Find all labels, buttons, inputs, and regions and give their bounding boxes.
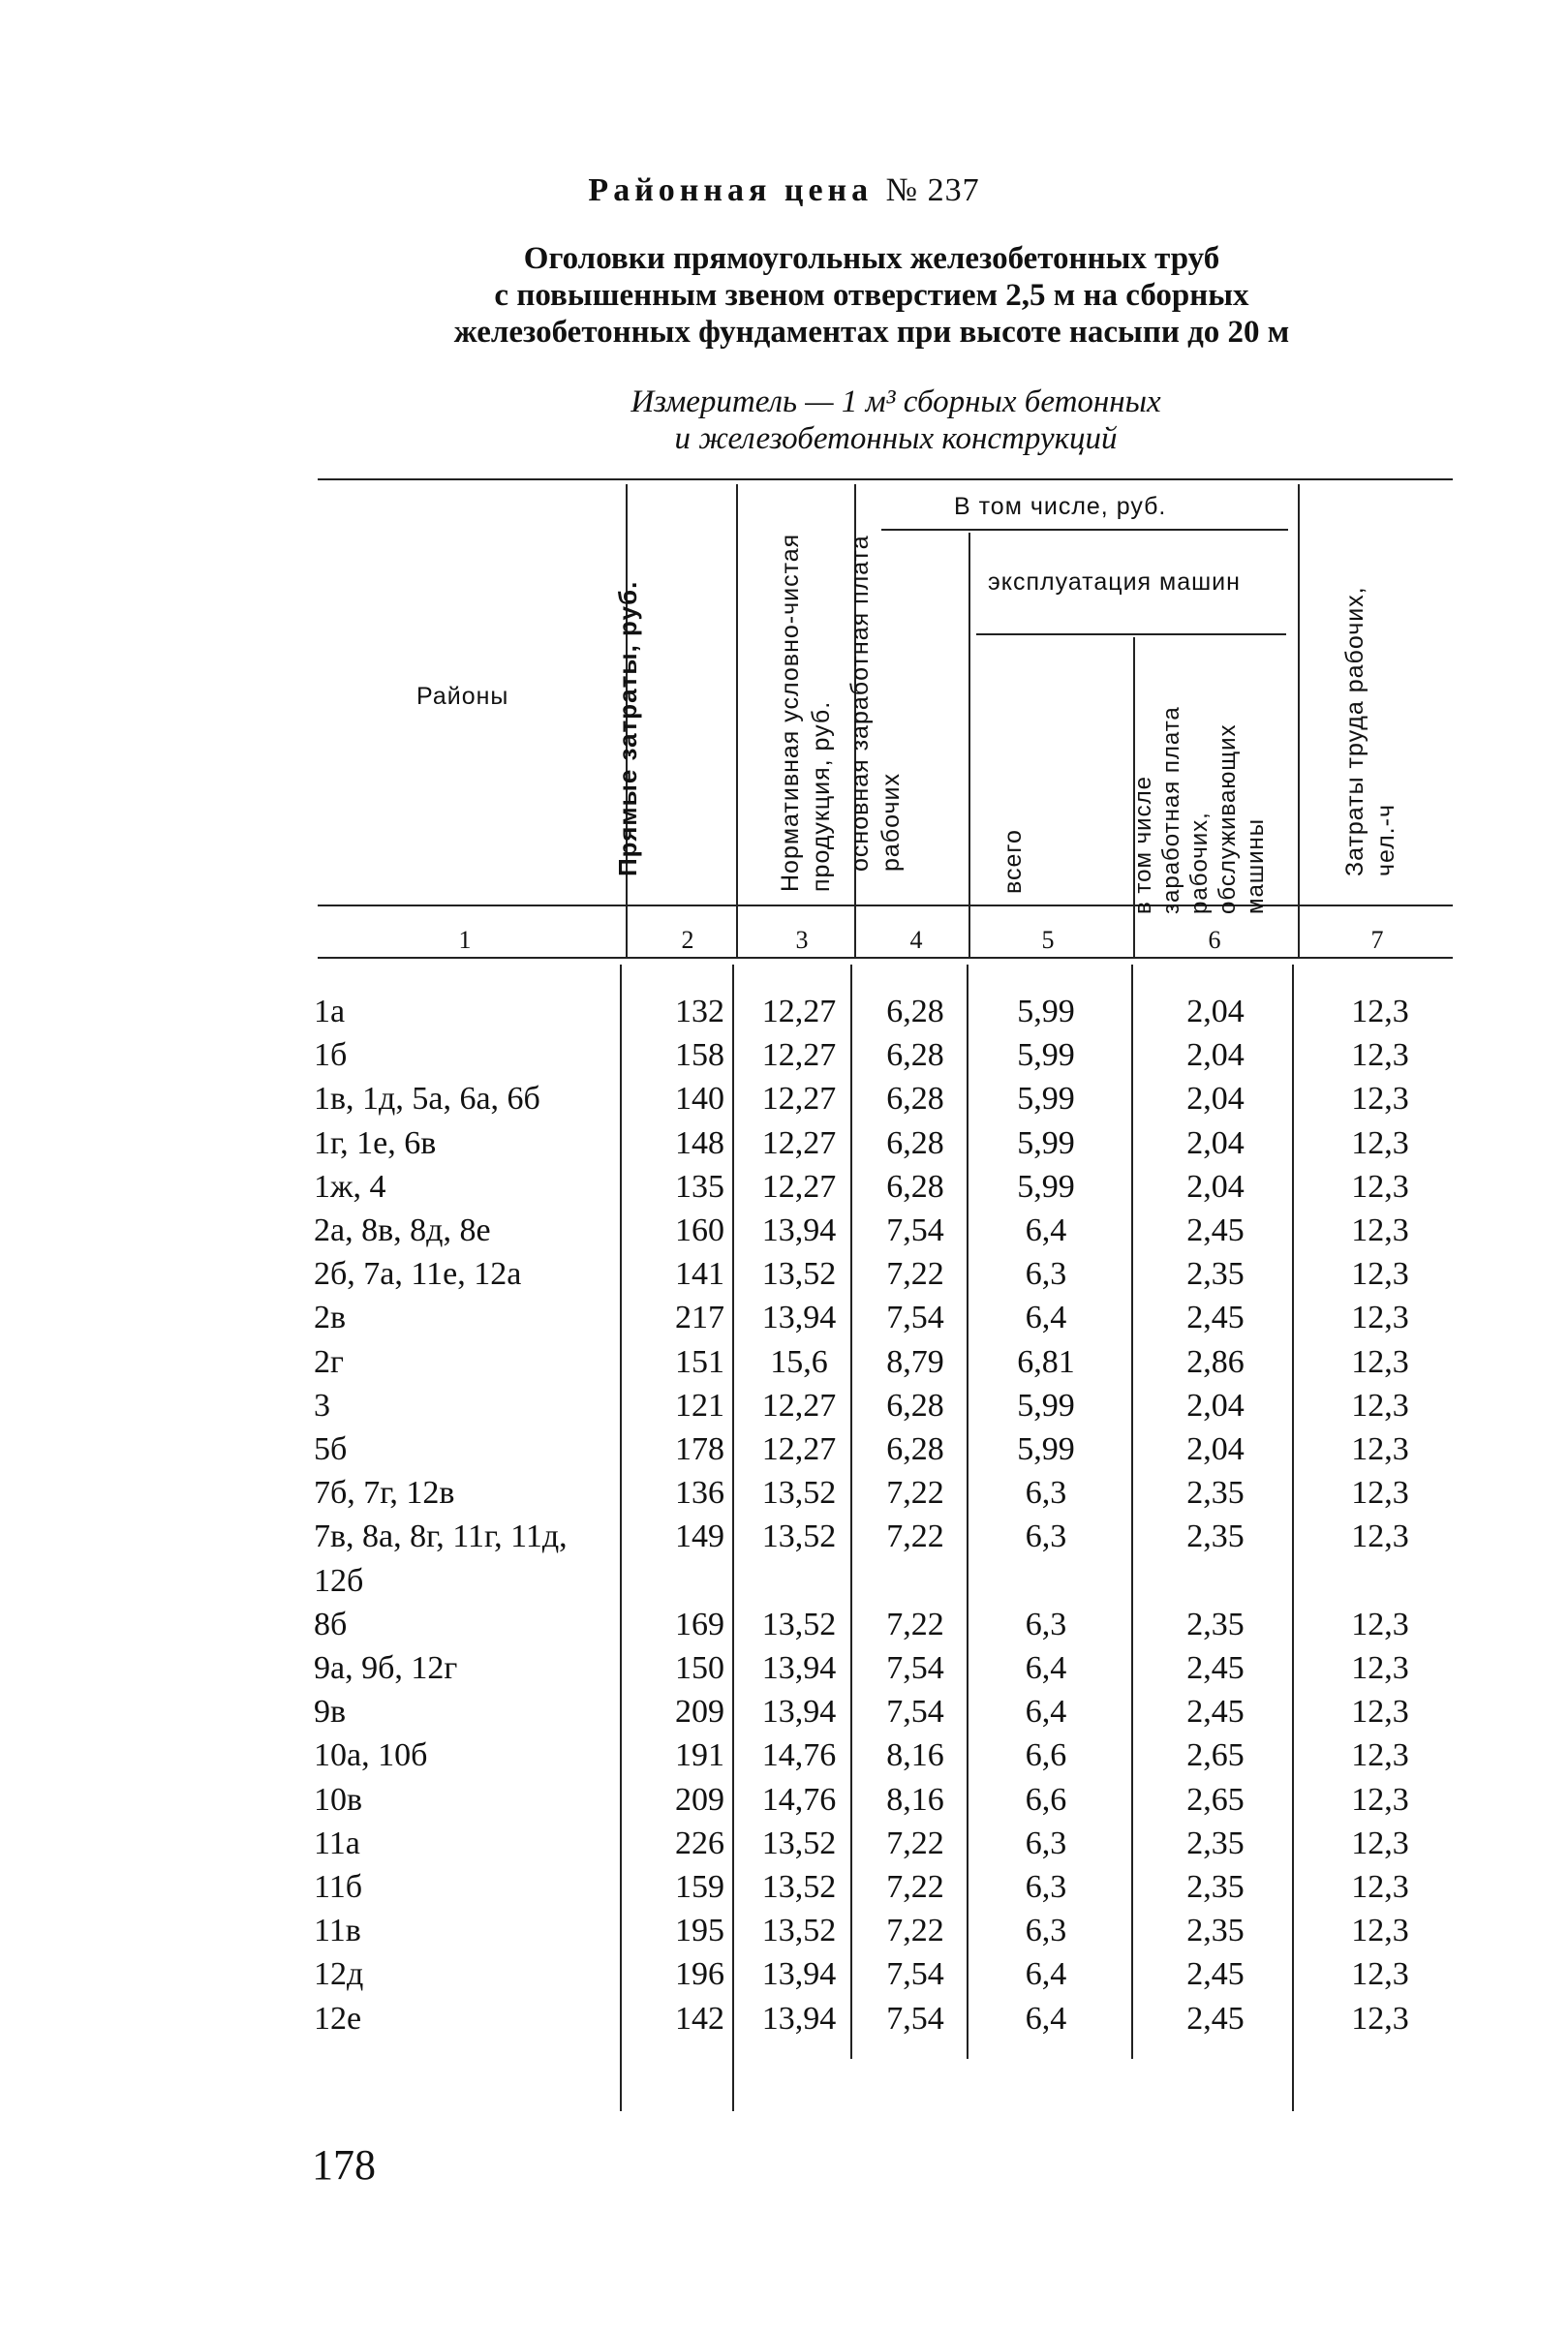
operators-wage-cell: 2,65 (1186, 1737, 1245, 1774)
region-cell: 10а, 10б (314, 1737, 428, 1774)
base-wage-cell: 7,54 (886, 1212, 944, 1248)
normative-product-cell: 12,27 (761, 1387, 837, 1424)
region-cell: 8б (314, 1606, 348, 1642)
operators-wage-cell: 2,35 (1186, 1518, 1245, 1555)
labor-cost-cell: 12,3 (1351, 1869, 1409, 1905)
normative-product-cell: 13,52 (761, 1825, 837, 1861)
base-wage-cell: 7,22 (886, 1475, 944, 1512)
region-cell-continued: 12б (314, 1562, 364, 1599)
header-machines: эксплуатация машин (988, 568, 1241, 596)
header-labor-costs: Затраты труда рабочих, чел.-ч (1341, 586, 1399, 876)
direct-costs-cell: 160 (675, 1212, 724, 1248)
normative-product-cell: 13,94 (761, 1300, 837, 1336)
operators-wage-cell: 2,45 (1186, 1300, 1245, 1336)
base-wage-cell: 6,28 (886, 1081, 944, 1118)
machines-rule (976, 633, 1286, 635)
machines-total-cell: 5,99 (1017, 1081, 1075, 1118)
direct-costs-cell: 149 (675, 1518, 724, 1555)
labor-cost-cell: 12,3 (1351, 1913, 1409, 1949)
normative-product-cell: 13,52 (761, 1475, 837, 1512)
body-col-divider (620, 965, 622, 2111)
colnum-bottom-rule (318, 957, 1453, 959)
direct-costs-cell: 136 (675, 1475, 724, 1512)
title-prefix: Районная цена (588, 172, 874, 208)
operators-wage-cell: 2,45 (1186, 1212, 1245, 1248)
base-wage-cell: 7,54 (886, 1300, 944, 1336)
labor-cost-cell: 12,3 (1351, 1300, 1409, 1336)
subtitle (291, 240, 1453, 351)
machines-total-cell: 5,99 (1017, 1168, 1075, 1205)
machines-total-cell: 6,4 (1025, 1300, 1067, 1336)
normative-product-cell: 13,94 (761, 1694, 837, 1731)
normative-product-cell: 14,76 (761, 1737, 837, 1774)
group-rule (881, 529, 1288, 531)
labor-cost-cell: 12,3 (1351, 1475, 1409, 1512)
operators-wage-cell: 2,45 (1186, 2000, 1245, 2037)
base-wage-cell: 8,79 (886, 1343, 944, 1380)
machines-total-cell: 6,3 (1025, 1913, 1067, 1949)
col-number: 7 (1370, 926, 1384, 954)
normative-product-cell: 12,27 (761, 994, 837, 1029)
operators-wage-cell: 2,04 (1186, 1081, 1245, 1118)
normative-product-cell: 13,94 (761, 1212, 837, 1248)
labor-cost-cell: 12,3 (1351, 1387, 1409, 1424)
col-number: 1 (458, 926, 472, 954)
direct-costs-cell: 132 (675, 994, 724, 1029)
labor-cost-cell: 12,3 (1351, 1124, 1409, 1161)
region-cell: 9а, 9б, 12г (314, 1650, 458, 1686)
base-wage-cell: 6,28 (886, 994, 944, 1029)
base-wage-cell: 7,54 (886, 1694, 944, 1731)
direct-costs-cell: 195 (675, 1913, 724, 1949)
machines-total-cell: 6,3 (1025, 1825, 1067, 1861)
direct-costs-cell: 217 (675, 1300, 724, 1336)
base-wage-cell: 7,54 (886, 1956, 944, 1993)
machines-total-cell: 6,3 (1025, 1256, 1067, 1293)
subtitle-line: с повышенным звеном отверстием 2,5 м на сборных (494, 278, 1249, 313)
normative-product-cell: 13,52 (761, 1869, 837, 1905)
region-cell: 11б (314, 1869, 363, 1905)
labor-cost-cell: 12,3 (1351, 1781, 1409, 1818)
base-wage-cell: 7,22 (886, 1869, 944, 1905)
operators-wage-cell: 2,04 (1186, 1168, 1245, 1205)
region-cell: 3 (314, 1387, 330, 1424)
normative-product-cell: 13,52 (761, 1606, 837, 1642)
subtitle-line: Оголовки прямоугольных железобетонных труб (523, 241, 1220, 276)
labor-cost-cell: 12,3 (1351, 1694, 1409, 1731)
operators-wage-cell: 2,35 (1186, 1606, 1245, 1642)
normative-product-cell: 12,27 (761, 1037, 837, 1074)
base-wage-cell: 6,28 (886, 1431, 944, 1467)
direct-costs-cell: 169 (675, 1606, 724, 1642)
labor-cost-cell: 12,3 (1351, 2000, 1409, 2037)
direct-costs-cell: 140 (675, 1081, 724, 1118)
table-top-rule (318, 478, 1453, 480)
body-col-divider (850, 965, 852, 2059)
machines-total-cell: 6,4 (1025, 1212, 1067, 1248)
direct-costs-cell: 151 (675, 1343, 724, 1380)
col-number: 2 (681, 926, 694, 954)
normative-product-cell: 12,27 (761, 1081, 837, 1118)
base-wage-cell: 7,22 (886, 1606, 944, 1642)
direct-costs-cell: 209 (675, 1694, 724, 1731)
header-regions: Районы (416, 683, 509, 710)
region-cell: 9в (314, 1694, 347, 1731)
machines-total-cell: 5,99 (1017, 994, 1075, 1029)
operators-wage-cell: 2,45 (1186, 1956, 1245, 1993)
base-wage-cell: 6,28 (886, 1387, 944, 1424)
body-col-divider (1292, 965, 1294, 2111)
direct-costs-cell: 209 (675, 1781, 724, 1818)
operators-wage-cell: 2,45 (1186, 1694, 1245, 1731)
labor-cost-cell: 12,3 (1351, 1737, 1409, 1774)
direct-costs-cell: 141 (675, 1256, 724, 1293)
direct-costs-cell: 191 (675, 1737, 724, 1774)
direct-costs-cell: 226 (675, 1825, 724, 1861)
base-wage-cell: 7,22 (886, 1913, 944, 1949)
header-base-wage: основная заработная плата рабочих (846, 535, 905, 872)
machines-total-cell: 6,3 (1025, 1869, 1067, 1905)
machines-total-cell: 5,99 (1017, 1431, 1075, 1467)
normative-product-cell: 12,27 (761, 1124, 837, 1161)
base-wage-cell: 7,54 (886, 2000, 944, 2037)
direct-costs-cell: 121 (675, 1387, 724, 1424)
header-machine-operators-wage: в том числе заработная плата рабочих, обслуживающих машины (1130, 706, 1269, 914)
subtitle-line: железобетонных фундаментах при высоте насыпи до 20 м (453, 315, 1290, 350)
machines-total-cell: 5,99 (1017, 1387, 1075, 1424)
labor-cost-cell: 12,3 (1351, 1081, 1409, 1118)
base-wage-cell: 8,16 (886, 1781, 944, 1818)
normative-product-cell: 13,52 (761, 1256, 837, 1293)
col-divider (968, 533, 970, 959)
base-wage-cell: 6,28 (886, 1037, 944, 1074)
direct-costs-cell: 196 (675, 1956, 724, 1993)
direct-costs-cell: 178 (675, 1431, 724, 1467)
labor-cost-cell: 12,3 (1351, 1650, 1409, 1686)
page-number: 178 (312, 2141, 376, 2189)
machines-total-cell: 5,99 (1017, 1124, 1075, 1161)
labor-cost-cell: 12,3 (1351, 1037, 1409, 1074)
region-cell: 7в, 8а, 8г, 11г, 11д, (314, 1518, 568, 1555)
normative-product-cell: 15,6 (770, 1343, 828, 1380)
machines-total-cell: 6,4 (1025, 1650, 1067, 1686)
machines-total-cell: 6,6 (1025, 1781, 1067, 1818)
region-cell: 2в (314, 1300, 347, 1336)
body-col-divider (732, 965, 734, 2111)
region-cell: 1в, 1д, 5а, 6а, 6б (314, 1081, 540, 1118)
base-wage-cell: 7,22 (886, 1825, 944, 1861)
operators-wage-cell: 2,04 (1186, 994, 1245, 1029)
normative-product-cell: 12,27 (761, 1168, 837, 1205)
operators-wage-cell: 2,04 (1186, 1387, 1245, 1424)
measure-line: и железобетонных конструкций (674, 421, 1118, 456)
operators-wage-cell: 2,35 (1186, 1825, 1245, 1861)
normative-product-cell: 13,94 (761, 1956, 837, 1993)
direct-costs-cell: 159 (675, 1869, 724, 1905)
page-title (0, 172, 1568, 209)
operators-wage-cell: 2,04 (1186, 1124, 1245, 1161)
labor-cost-cell: 12,3 (1351, 994, 1409, 1029)
labor-cost-cell: 12,3 (1351, 1256, 1409, 1293)
direct-costs-cell: 148 (675, 1124, 724, 1161)
normative-product-cell: 14,76 (761, 1781, 837, 1818)
machines-total-cell: 6,3 (1025, 1606, 1067, 1642)
base-wage-cell: 8,16 (886, 1737, 944, 1774)
labor-cost-cell: 12,3 (1351, 1956, 1409, 1993)
col-number: 6 (1208, 926, 1221, 954)
region-cell: 1ж, 4 (314, 1168, 386, 1205)
region-cell: 12д (314, 1956, 364, 1993)
region-cell: 12е (314, 2000, 362, 2037)
region-cell: 7б, 7г, 12в (314, 1475, 455, 1512)
region-cell: 2а, 8в, 8д, 8е (314, 1212, 491, 1248)
labor-cost-cell: 12,3 (1351, 1343, 1409, 1380)
measure-line: Измеритель — 1 м³ сборных бетонных (630, 384, 1161, 419)
operators-wage-cell: 2,86 (1186, 1343, 1245, 1380)
labor-cost-cell: 12,3 (1351, 1518, 1409, 1555)
machines-total-cell: 6,81 (1017, 1343, 1075, 1380)
labor-cost-cell: 12,3 (1351, 1431, 1409, 1467)
normative-product-cell: 13,52 (761, 1913, 837, 1949)
col-divider (1298, 484, 1300, 959)
base-wage-cell: 7,22 (886, 1256, 944, 1293)
machines-total-cell: 6,6 (1025, 1737, 1067, 1774)
col-number: 5 (1041, 926, 1055, 954)
body-col-divider (967, 965, 968, 2059)
direct-costs-cell: 135 (675, 1168, 724, 1205)
region-cell: 11а (314, 1825, 360, 1861)
col-number: 3 (795, 926, 809, 954)
operators-wage-cell: 2,45 (1186, 1650, 1245, 1686)
normative-product-cell: 12,27 (761, 1431, 837, 1467)
col-divider (736, 484, 738, 959)
base-wage-cell: 6,28 (886, 1168, 944, 1205)
normative-product-cell: 13,52 (761, 1518, 837, 1555)
operators-wage-cell: 2,35 (1186, 1913, 1245, 1949)
region-cell: 5б (314, 1431, 348, 1467)
col-number: 4 (909, 926, 923, 954)
operators-wage-cell: 2,65 (1186, 1781, 1245, 1818)
labor-cost-cell: 12,3 (1351, 1168, 1409, 1205)
direct-costs-cell: 150 (675, 1650, 724, 1686)
header-direct-costs: Прямые затраты, руб. (613, 580, 642, 876)
direct-costs-cell: 142 (675, 2000, 724, 2037)
normative-product-cell: 13,94 (761, 2000, 837, 2037)
region-cell: 2г (314, 1343, 344, 1380)
region-cell: 2б, 7а, 11е, 12а (314, 1256, 522, 1293)
machines-total-cell: 6,3 (1025, 1518, 1067, 1555)
labor-cost-cell: 12,3 (1351, 1825, 1409, 1861)
header-group-including: В том числе, руб. (954, 493, 1167, 520)
labor-cost-cell: 12,3 (1351, 1212, 1409, 1248)
region-cell: 10в (314, 1781, 363, 1818)
body-col-divider (1131, 965, 1133, 2059)
region-cell: 11в (314, 1913, 361, 1949)
machines-total-cell: 6,4 (1025, 2000, 1067, 2037)
operators-wage-cell: 2,35 (1186, 1475, 1245, 1512)
region-cell: 1б (314, 1037, 348, 1074)
operators-wage-cell: 2,04 (1186, 1037, 1245, 1074)
operators-wage-cell: 2,35 (1186, 1869, 1245, 1905)
normative-product-cell: 13,94 (761, 1650, 837, 1686)
direct-costs-cell: 158 (675, 1037, 724, 1074)
base-wage-cell: 7,54 (886, 1650, 944, 1686)
measure-unit (387, 383, 1404, 457)
header-machines-total: всего (999, 829, 1027, 894)
base-wage-cell: 7,22 (886, 1518, 944, 1555)
region-cell: 1г, 1е, 6в (314, 1124, 437, 1161)
title-number: № 237 (885, 172, 980, 208)
machines-total-cell: 6,4 (1025, 1956, 1067, 1993)
base-wage-cell: 6,28 (886, 1124, 944, 1161)
labor-cost-cell: 12,3 (1351, 1606, 1409, 1642)
operators-wage-cell: 2,04 (1186, 1431, 1245, 1467)
machines-total-cell: 6,4 (1025, 1694, 1067, 1731)
header-bottom-rule (318, 905, 1453, 906)
machines-total-cell: 5,99 (1017, 1037, 1075, 1074)
operators-wage-cell: 2,35 (1186, 1256, 1245, 1293)
region-cell: 1а (314, 994, 346, 1029)
machines-total-cell: 6,3 (1025, 1475, 1067, 1512)
header-normative-product: Нормативная условно-чистая продукция, руб. (777, 533, 835, 892)
